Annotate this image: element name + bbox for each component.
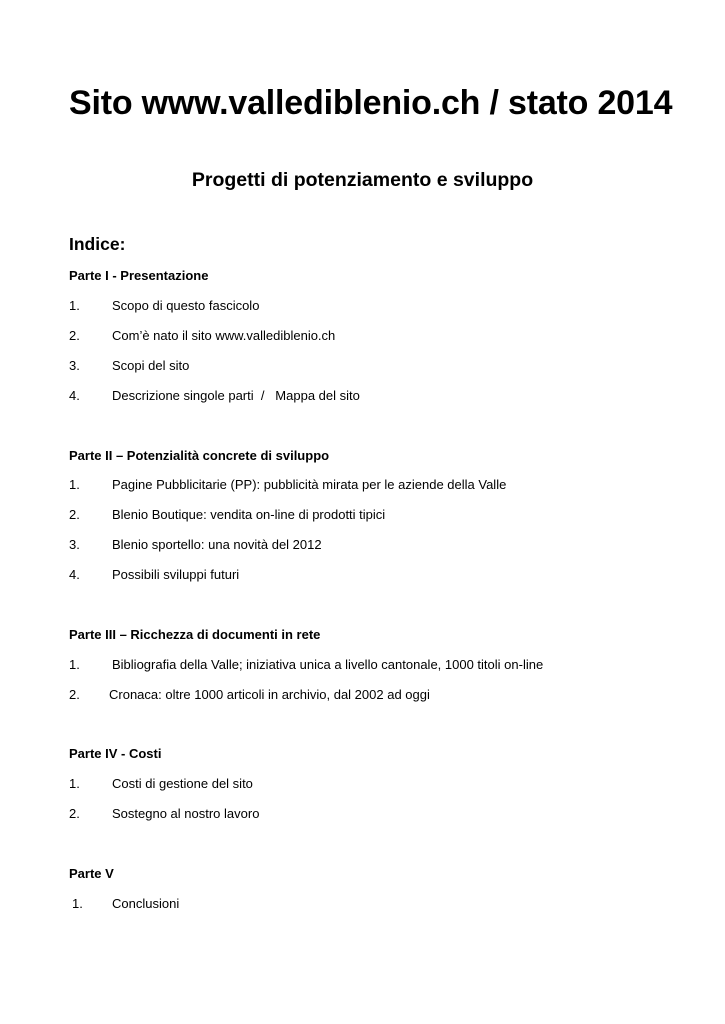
list-item-number: 1.: [69, 776, 80, 791]
list-item-text: Pagine Pubblicitarie (PP): pubblicità mirata per le aziende della Valle: [112, 477, 507, 492]
list-item-number: 1.: [69, 477, 80, 492]
list-item-number: 1.: [69, 657, 80, 672]
part-heading: Parte IV - Costi: [69, 746, 162, 761]
list-item-text: Costi di gestione del sito: [112, 776, 253, 791]
list-item-text: Blenio sportello: una novità del 2012: [112, 537, 322, 552]
list-item-text: Scopi del sito: [112, 358, 190, 373]
list-item-text: Com’è nato il sito www.vallediblenio.ch: [112, 328, 336, 343]
part-heading: Parte III – Ricchezza di documenti in rete: [69, 627, 321, 642]
list-item-text: Descrizione singole parti / Mappa del sito: [112, 388, 360, 403]
page-title: Sito www.vallediblenio.ch / stato 2014: [69, 84, 673, 122]
list-item-number: 2.: [69, 328, 80, 343]
list-item-text: Possibili sviluppi futuri: [112, 567, 240, 582]
list-item-number: 2.: [69, 687, 80, 702]
list-item-text: Scopo di questo fascicolo: [112, 298, 260, 313]
list-item-number: 4.: [69, 567, 80, 582]
part-heading: Parte V: [69, 866, 114, 881]
list-item-number: 3.: [69, 537, 80, 552]
list-item-number: 2.: [69, 507, 80, 522]
list-item-text: Cronaca: oltre 1000 articoli in archivio, dal 2002 ad oggi: [109, 687, 430, 702]
index-heading: Indice:: [69, 234, 126, 254]
list-item-number: 2.: [69, 806, 80, 821]
page-subtitle: Progetti di potenziamento e sviluppo: [191, 169, 534, 191]
list-item-text: Sostegno al nostro lavoro: [112, 806, 260, 821]
list-item-text: Bibliografia della Valle; iniziativa unica a livello cantonale, 1000 titoli on-line: [112, 657, 544, 672]
list-item-number: 3.: [69, 358, 80, 373]
list-item-text: Conclusioni: [112, 896, 180, 911]
list-item-number: 1.: [69, 298, 80, 313]
list-item-number: 1.: [72, 896, 83, 911]
part-heading: Parte II – Potenzialità concrete di sviluppo: [69, 448, 330, 463]
part-heading: Parte I - Presentazione: [69, 268, 209, 283]
list-item-number: 4.: [69, 388, 80, 403]
list-item-text: Blenio Boutique: vendita on-line di prodotti tipici: [112, 507, 386, 522]
